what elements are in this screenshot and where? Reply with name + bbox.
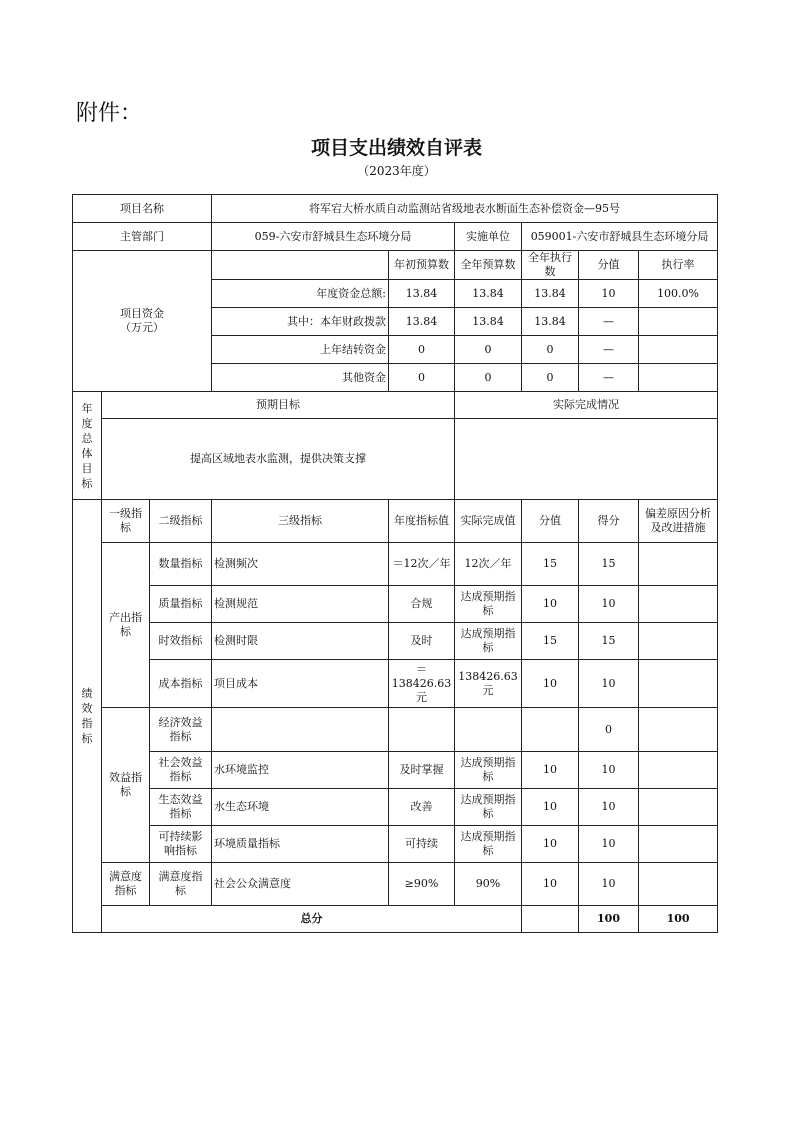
actual-cell: 90% xyxy=(455,863,522,906)
funds-cell: 0 xyxy=(522,336,579,364)
l2-cell: 可持续影 响指标 xyxy=(150,826,212,863)
funds-header-2: 全年预算数 xyxy=(455,251,522,280)
l3-cell xyxy=(212,708,389,752)
actual-cell: 达成预期指 标 xyxy=(455,826,522,863)
funds-cell xyxy=(639,364,718,392)
l2-cell: 社会效益 指标 xyxy=(150,752,212,789)
score-cell: 10 xyxy=(579,863,639,906)
l3-cell: 检测规范 xyxy=(212,586,389,623)
total-score-value: 100 xyxy=(579,906,639,933)
l2-cell: 成本指标 xyxy=(150,660,212,708)
perf-label: 绩 效 指 标 xyxy=(73,500,102,933)
total-score: 100 xyxy=(639,906,718,933)
funds-header-4: 分值 xyxy=(579,251,639,280)
l3-cell: 检测频次 xyxy=(212,543,389,586)
deviation-cell xyxy=(639,708,718,752)
total-actual-blank xyxy=(522,906,579,933)
l2-cell: 经济效益 指标 xyxy=(150,708,212,752)
actual-cell xyxy=(455,708,522,752)
deviation-cell xyxy=(639,826,718,863)
dept-row xyxy=(73,223,718,251)
l3-cell: 环境质量指标 xyxy=(212,826,389,863)
l3-cell: 社会公众满意度 xyxy=(212,863,389,906)
l3-cell: 检测时限 xyxy=(212,623,389,660)
actual-cell: 12次／年 xyxy=(455,543,522,586)
actual-cell: 138426.63 元 xyxy=(455,660,522,708)
score-value-cell: 10 xyxy=(522,863,579,906)
score-cell: 10 xyxy=(579,789,639,826)
funds-header-1: 年初预算数 xyxy=(389,251,455,280)
goal-actual xyxy=(455,419,718,500)
score-value-cell xyxy=(522,708,579,752)
funds-cell: 10 xyxy=(579,280,639,308)
output-row xyxy=(73,586,718,623)
funds-row-label: 年度资金总额: xyxy=(212,280,389,308)
benefit-row xyxy=(73,708,718,752)
target-cell: 可持续 xyxy=(389,826,455,863)
l3-cell: 水环境监控 xyxy=(212,752,389,789)
actual-cell: 达成预期指 标 xyxy=(455,586,522,623)
l2-cell: 满意度指 标 xyxy=(150,863,212,906)
output-row xyxy=(73,660,718,708)
funds-cell: 13.84 xyxy=(522,280,579,308)
l2-cell: 时效指标 xyxy=(150,623,212,660)
score-cell: 10 xyxy=(579,826,639,863)
benefit-row xyxy=(73,752,718,789)
funds-row-label: 其中：本年财政拨款 xyxy=(212,308,389,336)
goal-expected: 提高区域地表水监测，提供决策支撑 xyxy=(102,419,455,500)
perf-header-score: 得分 xyxy=(579,500,639,543)
score-value-cell: 10 xyxy=(522,586,579,623)
funds-cell xyxy=(639,308,718,336)
target-cell: ＝ 138426.63 元 xyxy=(389,660,455,708)
funds-cell: 0 xyxy=(455,364,522,392)
funds-row-label: 其他资金 xyxy=(212,364,389,392)
deviation-cell xyxy=(639,863,718,906)
output-row xyxy=(73,543,718,586)
project-name-label: 项目名称 xyxy=(73,195,212,223)
funds-cell: 100.0% xyxy=(639,280,718,308)
perf-header-l3: 三级指标 xyxy=(212,500,389,543)
funds-cell: 0 xyxy=(389,364,455,392)
funds-cell: — xyxy=(579,364,639,392)
target-cell: 合规 xyxy=(389,586,455,623)
perf-header-actual: 实际完成值 xyxy=(455,500,522,543)
score-value-cell: 10 xyxy=(522,660,579,708)
dept-value: 059-六安市舒城县生态环境分局 xyxy=(212,223,455,251)
score-cell: 15 xyxy=(579,623,639,660)
deviation-cell xyxy=(639,543,718,586)
goal-actual-header: 实际完成情况 xyxy=(455,392,718,419)
score-cell: 10 xyxy=(579,660,639,708)
project-name-row xyxy=(73,195,718,223)
funds-cell: 13.84 xyxy=(389,280,455,308)
perf-header-target: 年度指标值 xyxy=(389,500,455,543)
score-cell: 10 xyxy=(579,752,639,789)
deviation-cell xyxy=(639,623,718,660)
target-cell: 及时 xyxy=(389,623,455,660)
project-name-value: 将军宕大桥水质自动监测站省级地表水断面生态补偿资金—95号 xyxy=(212,195,718,223)
score-value-cell: 10 xyxy=(522,826,579,863)
perf-header-row xyxy=(73,500,718,543)
deviation-cell xyxy=(639,586,718,623)
satisfaction-row xyxy=(73,863,718,906)
perf-header-l1: 一级指 标 xyxy=(102,500,150,543)
funds-label: 项目资金 （万元） xyxy=(73,251,212,392)
self-evaluation-table xyxy=(72,194,718,933)
funds-cell: 13.84 xyxy=(455,308,522,336)
score-cell: 10 xyxy=(579,586,639,623)
score-cell: 0 xyxy=(579,708,639,752)
goal-expected-header: 预期目标 xyxy=(102,392,455,419)
funds-cell xyxy=(639,336,718,364)
impl-label: 实施单位 xyxy=(455,223,522,251)
dept-label: 主管部门 xyxy=(73,223,212,251)
target-cell xyxy=(389,708,455,752)
funds-header-3: 全年执行数 xyxy=(522,251,579,280)
year-subtitle: （2023年度） xyxy=(357,164,436,178)
funds-header-blank xyxy=(212,251,389,280)
actual-cell: 达成预期指 标 xyxy=(455,789,522,826)
benefit-row xyxy=(73,789,718,826)
perf-header-deviation: 偏差原因分析 及改进措施 xyxy=(639,500,718,543)
deviation-cell xyxy=(639,752,718,789)
satisfaction-label: 满意度 指标 xyxy=(102,863,150,906)
l3-cell: 项目成本 xyxy=(212,660,389,708)
l2-cell: 生态效益 指标 xyxy=(150,789,212,826)
score-value-cell: 10 xyxy=(522,789,579,826)
deviation-cell xyxy=(639,660,718,708)
funds-cell: — xyxy=(579,308,639,336)
target-cell: ＝12次／年 xyxy=(389,543,455,586)
total-label: 总分 xyxy=(102,906,522,933)
goal-label: 年 度 总 体 目 标 xyxy=(73,392,102,500)
actual-cell: 达成预期指 标 xyxy=(455,752,522,789)
deviation-cell xyxy=(639,789,718,826)
goal-content-row xyxy=(73,419,718,500)
funds-cell: 13.84 xyxy=(455,280,522,308)
score-cell: 15 xyxy=(579,543,639,586)
funds-cell: 13.84 xyxy=(389,308,455,336)
page-title: 项目支出绩效自评表 xyxy=(310,137,482,159)
target-cell: 改善 xyxy=(389,789,455,826)
l3-cell: 水生态环境 xyxy=(212,789,389,826)
score-value-cell: 15 xyxy=(522,543,579,586)
attachment-label: 附件： xyxy=(76,101,143,126)
perf-header-score-value: 分值 xyxy=(522,500,579,543)
funds-header-5: 执行率 xyxy=(639,251,718,280)
actual-cell: 达成预期指 标 xyxy=(455,623,522,660)
benefit-row xyxy=(73,826,718,863)
target-cell: ≥90% xyxy=(389,863,455,906)
total-row xyxy=(73,906,718,933)
l2-cell: 质量指标 xyxy=(150,586,212,623)
output-row xyxy=(73,623,718,660)
output-label: 产出指 标 xyxy=(102,543,150,708)
impl-value: 059001-六安市舒城县生态环境分局 xyxy=(522,223,718,251)
funds-cell: — xyxy=(579,336,639,364)
funds-cell: 0 xyxy=(522,364,579,392)
funds-cell: 0 xyxy=(389,336,455,364)
funds-cell: 0 xyxy=(455,336,522,364)
perf-header-l2: 二级指标 xyxy=(150,500,212,543)
benefit-label: 效益指 标 xyxy=(102,708,150,863)
l2-cell: 数量指标 xyxy=(150,543,212,586)
funds-cell: 13.84 xyxy=(522,308,579,336)
score-value-cell: 10 xyxy=(522,752,579,789)
funds-row-label: 上年结转资金 xyxy=(212,336,389,364)
target-cell: 及时掌握 xyxy=(389,752,455,789)
score-value-cell: 15 xyxy=(522,623,579,660)
funds-header-row xyxy=(73,251,718,280)
goal-header-row xyxy=(73,392,718,419)
